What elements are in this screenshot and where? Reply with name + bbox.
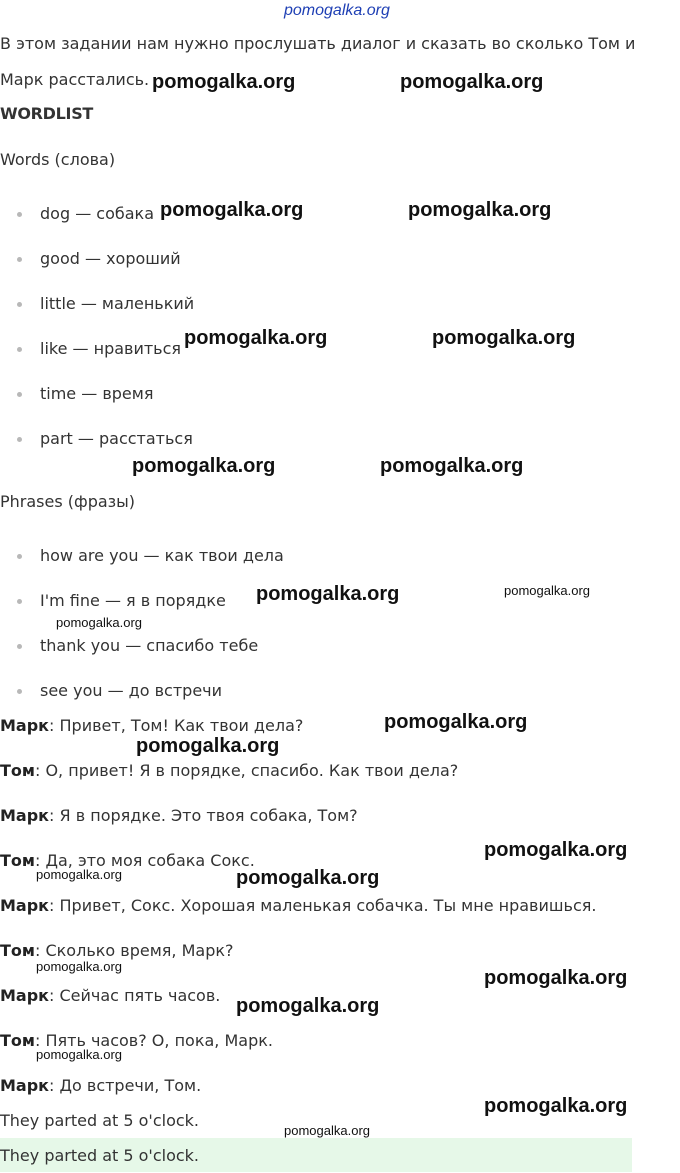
watermark: pomogalka.org	[432, 327, 576, 349]
watermark: pomogalka.org	[160, 199, 304, 221]
dialog-text: : О, привет! Я в порядке, спасибо. Как твои дела?	[34, 761, 459, 780]
wordlist-heading: WORDLIST	[0, 104, 94, 123]
bullet-icon	[17, 437, 22, 442]
watermark: pomogalka.org	[380, 455, 524, 477]
watermark: pomogalka.org	[256, 583, 400, 605]
dialog-text: : Сколько время, Марк?	[34, 941, 234, 960]
bullet-icon	[17, 257, 22, 262]
watermark: pomogalka.org	[56, 615, 142, 630]
dialog-text: : До встречи, Том.	[49, 1076, 202, 1095]
watermark: pomogalka.org	[484, 1095, 628, 1117]
speaker-name: Марк	[0, 806, 50, 825]
words-heading: Words (слова)	[0, 150, 116, 169]
dialog-text: : Да, это моя собака Сокс.	[34, 851, 255, 870]
watermark: pomogalka.org	[132, 455, 276, 477]
watermark: pomogalka.org	[152, 71, 296, 93]
speaker-name: Марк	[0, 716, 50, 735]
dialog-text: : Я в порядке. Это твоя собака, Том?	[49, 806, 358, 825]
phrases-heading: Phrases (фразы)	[0, 492, 136, 511]
dialog-line	[0, 1076, 201, 1096]
list-item: dog — собака	[40, 204, 154, 223]
answer-highlight-text: They parted at 5 o'clock.	[0, 1146, 200, 1165]
bullet-icon	[17, 392, 22, 397]
watermark: pomogalka.org	[384, 711, 528, 733]
dialog-line	[0, 896, 596, 916]
watermark: pomogalka.org	[36, 1047, 122, 1062]
speaker-name: Марк	[0, 896, 50, 915]
bullet-icon	[17, 644, 22, 649]
dialog-line	[0, 986, 220, 1006]
watermark: pomogalka.org	[36, 867, 122, 882]
bullet-icon	[17, 689, 22, 694]
speaker-name: Том	[0, 761, 35, 780]
watermark: pomogalka.org	[400, 71, 544, 93]
intro-text: В этом задании нам нужно прослушать диалог и сказать во сколько Том и	[0, 34, 636, 53]
list-item: little — маленький	[40, 294, 195, 313]
dialog-line	[0, 716, 303, 736]
list-item: time — время	[40, 384, 154, 403]
intro-text-cont: Марк расстались.	[0, 70, 150, 89]
dialog-line	[0, 761, 458, 781]
bullet-icon	[17, 347, 22, 352]
watermark-top: pomogalka.org	[284, 2, 390, 19]
speaker-name: Марк	[0, 1076, 50, 1095]
list-item: I'm fine — я в порядке	[40, 591, 226, 610]
speaker-name: Том	[0, 851, 35, 870]
dialog-text: : Пять часов? О, пока, Марк.	[34, 1031, 273, 1050]
bullet-icon	[17, 212, 22, 217]
list-item: how are you — как твои дела	[40, 546, 284, 565]
watermark: pomogalka.org	[408, 199, 552, 221]
bullet-icon	[17, 599, 22, 604]
speaker-name: Том	[0, 941, 35, 960]
dialog-line	[0, 941, 234, 961]
list-item: good — хороший	[40, 249, 181, 268]
dialog-text: : Сейчас пять часов.	[49, 986, 221, 1005]
watermark: pomogalka.org	[504, 583, 590, 598]
list-item: see you — до встречи	[40, 681, 223, 700]
watermark: pomogalka.org	[236, 995, 380, 1017]
watermark: pomogalka.org	[484, 967, 628, 989]
bullet-icon	[17, 302, 22, 307]
watermark: pomogalka.org	[136, 735, 280, 757]
watermark: pomogalka.org	[236, 867, 380, 889]
dialog-line	[0, 806, 358, 826]
bullet-icon	[17, 554, 22, 559]
dialog-text: : Привет, Сокс. Хорошая маленькая собачка. Ты мне нравишься.	[49, 896, 597, 915]
watermark: pomogalka.org	[484, 839, 628, 861]
watermark: pomogalka.org	[36, 959, 122, 974]
speaker-name: Том	[0, 1031, 35, 1050]
list-item: part — расстаться	[40, 429, 193, 448]
dialog-text: : Привет, Том! Как твои дела?	[49, 716, 304, 735]
speaker-name: Марк	[0, 986, 50, 1005]
watermark: pomogalka.org	[284, 1123, 370, 1138]
list-item: like — нравиться	[40, 339, 182, 358]
answer-text: They parted at 5 o'clock.	[0, 1111, 200, 1130]
watermark: pomogalka.org	[184, 327, 328, 349]
list-item: thank you — спасибо тебе	[40, 636, 259, 655]
